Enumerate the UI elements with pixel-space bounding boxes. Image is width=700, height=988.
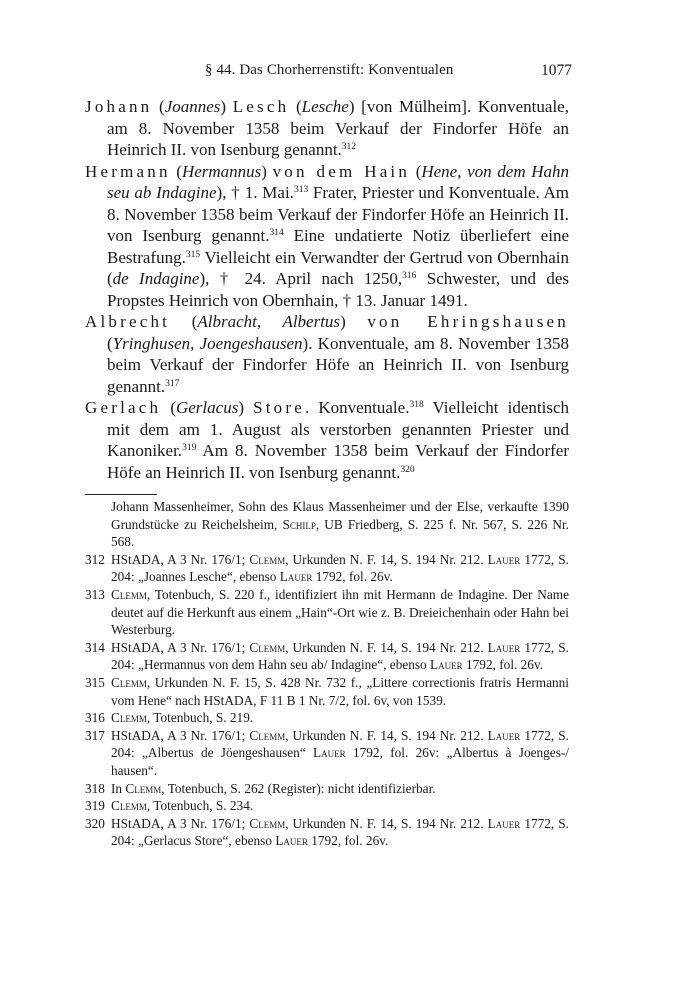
footnote-ref: 320 (400, 464, 415, 475)
text-run: Clemm (111, 710, 147, 726)
text-run: Albrecht (85, 312, 171, 331)
text-run: Clemm (249, 551, 286, 567)
footnote-list (85, 498, 569, 850)
text-run: ). Konventuale, am 8. November 1358 beim Verkauf der Findorfer Höfe an Heinrich II. von Isenburg genannt. (107, 333, 569, 396)
text-run: Clemm (249, 727, 286, 743)
footnote (85, 586, 569, 639)
text-run: HStADA, A 3 Nr. 176/1; (111, 815, 250, 831)
text-run: Clemm (249, 815, 286, 831)
text-run: 1792, fol. 26v: „Albertus à Joenges-/ hausen“. (111, 745, 569, 778)
text-run: ) (340, 312, 368, 331)
text-run: Joannes (164, 97, 221, 116)
footnote (85, 815, 569, 850)
footnote (85, 727, 569, 780)
text-run: Johann Massenheimer, Sohn des Klaus Massenheimer und der Else, verkaufte 1390 Grundstücke zu Reichelsheim, (111, 499, 569, 532)
text-run: . Konventuale. (304, 398, 410, 417)
text-run: Clemm (111, 586, 147, 602)
text-run: ), † 1. Mai. (216, 183, 294, 202)
text-run: , Totenbuch, S. 220 f., identifiziert ihn mit Hermann de Indagine. Der Name deutet auf die Herkunft aus einem „Hain“-Ort wie z. B. Dreieichenhain oder Hahn bei Westerburg. (111, 586, 569, 638)
text-run: Clemm (111, 798, 147, 814)
text-run: Hene, von dem Hahn seu ab Indagine (107, 161, 569, 202)
footnote-ref: 315 (185, 249, 201, 260)
entry-paragraph (85, 161, 569, 312)
text-run: Vielleicht identisch mit dem am 1. August als verstorben genannten Priester und Kanoniker. (107, 398, 569, 460)
entry-paragraph (85, 397, 569, 483)
text-run: Lauer (487, 639, 521, 655)
footnote-number: 313 (85, 586, 105, 602)
text-run: Hermannus (181, 161, 262, 181)
footnote-number: 315 (85, 674, 105, 690)
text-run: von dem Hain (272, 161, 411, 181)
text-run: , Urkunden N. F. 14, S. 194 Nr. 212. (285, 551, 488, 567)
text-run: ), † 24. April nach 1250, (199, 269, 403, 288)
text-run: Eine undatierte Notiz überliefert eine Bestrafung. (107, 226, 569, 267)
footnote (85, 780, 569, 798)
text-run: von Ehringshausen (367, 312, 569, 331)
text-run: , Totenbuch, S. 219. (146, 710, 254, 726)
entry-list (85, 96, 569, 483)
footnote-ref: 313 (293, 185, 309, 195)
text-run: ) (238, 398, 254, 417)
text-run: , Totenbuch, S. 262 (Register): nicht identifizierbar. (161, 780, 436, 796)
footnote-ref: 312 (341, 142, 357, 152)
footnote-number: 316 (85, 710, 105, 726)
footnote-ref: 314 (269, 228, 284, 238)
text-run: Lesche (301, 97, 349, 116)
footnote-ref: 319 (182, 443, 197, 453)
text-run: 1772, S. 204: „Joannes Lesche“, ebenso (111, 551, 569, 585)
text-run: 1772, S. 204: „Gerlacus Store“, ebenso (111, 815, 569, 849)
text-run: HStADA, A 3 Nr. 176/1; (111, 551, 250, 567)
footnote-number: 312 (85, 551, 105, 567)
text-run: Lauer (487, 815, 521, 831)
entry-paragraph (85, 96, 569, 161)
text-run: Schilp (282, 516, 316, 532)
text-run: 1792, fol. 26v. (312, 569, 393, 585)
text-run: ( (289, 97, 302, 116)
page-number: 1077 (541, 62, 572, 79)
text-run: ( (170, 161, 182, 181)
text-run: de Indagine (112, 269, 200, 288)
text-run: In (111, 780, 126, 796)
footnote (85, 639, 569, 674)
text-run: Albracht, Albertus (197, 312, 341, 331)
footnote (85, 674, 569, 709)
footnote-number: 314 (85, 639, 105, 655)
footnote-ref: 318 (409, 400, 424, 410)
text-run: ) (261, 161, 273, 181)
text-run: 1792, fol. 26v. (462, 657, 544, 673)
text-run: , Urkunden N. F. 14, S. 194 Nr. 212. (285, 815, 488, 831)
text-run: 1772, S. 204: „Albertus de Jöengeshausen“ (111, 727, 569, 761)
text-run: Clemm (111, 674, 147, 690)
text-run: ( (152, 97, 165, 116)
text-run: 1772, S. 204: „Hermannus von dem Hahn seu ab/ Indagine“, ebenso (111, 639, 569, 673)
text-run: HStADA, A 3 Nr. 176/1; (111, 727, 250, 743)
text-run: Lauer (430, 657, 463, 673)
text-run: Lauer (487, 727, 521, 743)
text-run: Gerlach (85, 398, 162, 417)
footnote-number: 318 (85, 780, 105, 796)
text-run: Vielleicht ein Verwandter der Gertrud von Obernhain ( (107, 247, 569, 288)
text-run: Frater, Priester und Konventuale. Am 8. November 1358 beim Verkauf der Findorfer Höfe an Heinrich II. von Isenburg genannt. (107, 183, 570, 245)
text-run: , Urkunden N. F. 14, S. 194 Nr. 212. (285, 639, 488, 655)
footnote (85, 709, 569, 727)
footnote-ref: 316 (402, 271, 417, 281)
text-run: ) (220, 97, 233, 116)
text-run: ( (170, 312, 198, 331)
text-run: Clemm (125, 780, 162, 796)
footnote (85, 797, 569, 815)
footnote-ref: 317 (165, 378, 180, 389)
text-run: Lauer (313, 745, 346, 761)
text-run: Am 8. November 1358 beim Verkauf der Findorfer Höfe an Heinrich II. von Isenburg genannt. (107, 441, 569, 482)
text-run: HStADA, A 3 Nr. 176/1; (111, 639, 250, 655)
footnote-rule (85, 494, 157, 495)
text-run: , UB Friedberg, S. 225 f. Nr. 567, S. 226 Nr. 568. (111, 516, 569, 550)
page-header (0, 62, 700, 82)
footnote-number: 319 (85, 798, 105, 814)
text-run: Schwester, und des Propstes Heinrich von Obernhain, † 13. Januar 1491. (107, 269, 569, 310)
text-run: , Urkunden N. F. 14, S. 194 Nr. 212. (285, 727, 488, 743)
footnote (85, 498, 569, 551)
text-run: ) [von Mülheim]. Konventuale, am 8. November 1358 beim Verkauf der Findorfer Höfe an Heinrich II. von Isenburg genannt. (107, 97, 569, 159)
text-run: Lauer (279, 569, 313, 585)
running-title: § 44. Das Chorherrenstift: Konventualen (205, 62, 454, 78)
footnote (85, 551, 569, 586)
text-run: Hermann (85, 161, 171, 181)
text-run: Clemm (249, 639, 286, 655)
text-run: Johann (85, 97, 153, 116)
text-run: 1792, fol. 26v. (307, 833, 389, 849)
text-run: Lauer (487, 551, 521, 567)
text-run: , Urkunden N. F. 15, S. 428 Nr. 732 f., „Littere correctionis fratris Hermanni vom Hene“ nach HStADA, F 11 B 1 Nr. 7/2, fol. 6v, von 1539. (111, 674, 569, 708)
text-run: Lesch (232, 97, 290, 116)
text-run: , Totenbuch, S. 234. (146, 798, 254, 814)
entry-paragraph (85, 311, 569, 397)
text-run: Gerlacus (175, 398, 239, 417)
text-run: ( (410, 161, 422, 181)
footnote-number: 317 (85, 727, 105, 743)
text-run: Yringhusen, Joengeshausen (112, 333, 303, 353)
text-run: ( (107, 333, 113, 353)
text-run: ( (161, 398, 176, 417)
footnote-number: 320 (85, 815, 105, 831)
text-run: Store (253, 398, 305, 417)
text-run: Lauer (275, 833, 308, 849)
